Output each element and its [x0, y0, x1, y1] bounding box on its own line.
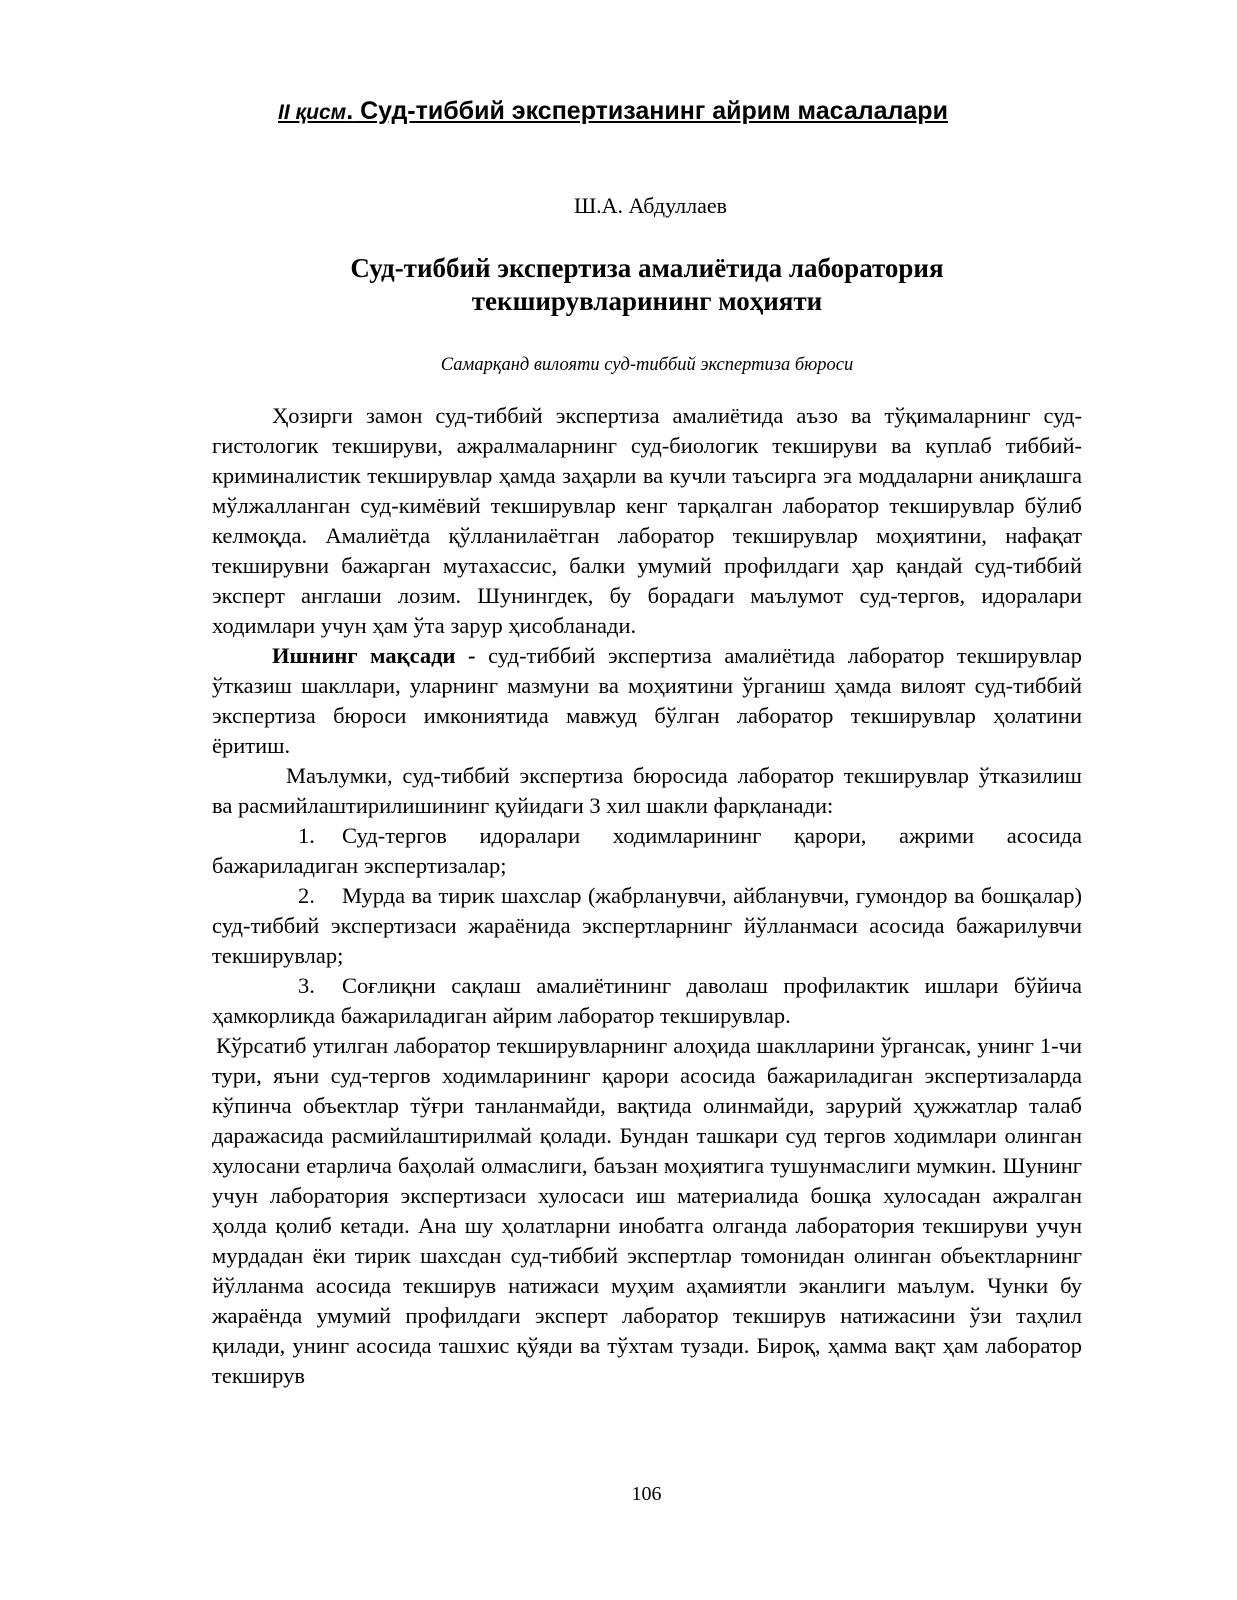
article-title-line-1: Суд-тиббий экспертиза амалиётида лаборатория — [350, 253, 944, 283]
page-number: 106 — [631, 1483, 662, 1505]
list-item-number: 1. — [298, 823, 315, 848]
list-item-text: Суд-тергов идоралари ходимларининг қарори, ажрими асосида бажариладиган экспертизалар; — [212, 823, 1082, 878]
part-separator: . — [346, 97, 354, 125]
paragraph-goal — [212, 641, 1082, 761]
list-item — [212, 971, 1082, 1031]
affiliation: Самарқанд вилояти суд-тиббий экспертиза бюроси — [440, 355, 854, 375]
article-title-line-2: текширувларининг моҳияти — [471, 286, 823, 316]
paragraph-analysis: Кўрсатиб утилган лаборатор текширувларнинг алоҳида шаклларини ўргансак, унинг 1-чи тури, яъни суд-тергов ходимларининг қарори асосида бажариладиган экспертизаларда кўпинча объектлар тўғри танланмайди, вақтида олинмайди, зарурий ҳужжатлар талаб даражасида расмийлаштирилмай қолади. Бундан ташкари суд тергов ходимлари олинган хулосани етарлича баҳолай олмаслиги, баъзан моҳиятига тушунмаслиги мумкин. Шунинг учун лаборатория экспертизаси хулосаси иш материалида бошқа хулосадан ажралган ҳолда қолиб кетади. Ана шу ҳолатларни инобатга олганда лаборатория текшируви учун мурдадан ёки тирик шахсдан суд-тиббий экспертлар томонидан олинган объектларнинг йўлланма асосида текширув натижаси муҳим аҳамиятли эканлиги маълум. Чунки бу жараёнда умумий профилдаги эксперт лаборатор текширув натижасини ўзи таҳлил қилади, унинг асосида ташхис қўяди ва тўхтам тузади. Бироқ, ҳамма вақт ҳам лаборатор текширув — [212, 1033, 1082, 1388]
list-item — [212, 821, 1082, 881]
list-item — [212, 881, 1082, 971]
list-item-text: Мурда ва тирик шахслар (жабрланувчи, айбланувчи, гумондор ва бошқалар) суд-тиббий экспертизаси жараёнида экспертларнинг йўлланмаси асосида бажарилувчи текширувлар; — [212, 883, 1082, 968]
paragraph-forms: Маълумки, суд-тиббий экспертиза бюросида лаборатор текширувлар ўтказилиш ва расмийлаштирилишининг қуйидаги 3 хил шакли фарқланади: — [212, 763, 1082, 818]
list-item-number: 2. — [298, 883, 315, 908]
part-header — [278, 94, 1078, 130]
paragraph-intro: Ҳозирги замон суд-тиббий экспертиза амалиётида аъзо ва тўқималарнинг суд-гистологик текшируви, ажралмаларнинг суд-биологик текшируви ва куплаб тиббий-криминалистик текширувлар ҳамда заҳарли ва кучли таъсирга эга моддаларни аниқлашга мўлжалланган суд-кимёвий текширувлар кенг тарқалган лаборатор текширувлар бўлиб келмоқда. Амалиётда қўлланилаётган лаборатор текширувлар моҳиятини, нафақат текширувни бажарган мутахассис, балки умумий профилдаги ҳар қандай суд-тиббий эксперт англаши лозим. Шунингдек, бу борадаги маълумот суд-тергов, идоралари ходимлари учун ҳам ўта зарур ҳисобланади. — [212, 403, 1082, 638]
list-item-text: Соғлиқни сақлаш амалиётининг даволаш профилактик ишлари бўйича ҳамкорликда бажариладиган айрим лаборатор текширувлар. — [212, 973, 1082, 1028]
goal-label: Ишнинг мақсади - — [272, 643, 476, 668]
article-body — [212, 401, 1082, 1391]
author-name: Ш.А. Абдуллаев — [573, 193, 728, 218]
goal-text: суд-тиббий экспертиза амалиётида лаборатор текширувлар ўтказиш шакллари, уларнинг мазмуни ва моҳиятини ўрганиш ҳамда вилоят суд-тиббий экспертиза бюроси имкониятида мавжуд бўлган лаборатор текширувлар ҳолатини ёритиш. — [212, 643, 1083, 758]
part-title: Суд-тиббий экспертизанинг айрим масалалари — [353, 97, 948, 125]
part-label: II қисм — [278, 101, 347, 124]
list-item-number: 3. — [298, 973, 315, 998]
article-title — [212, 252, 1082, 318]
